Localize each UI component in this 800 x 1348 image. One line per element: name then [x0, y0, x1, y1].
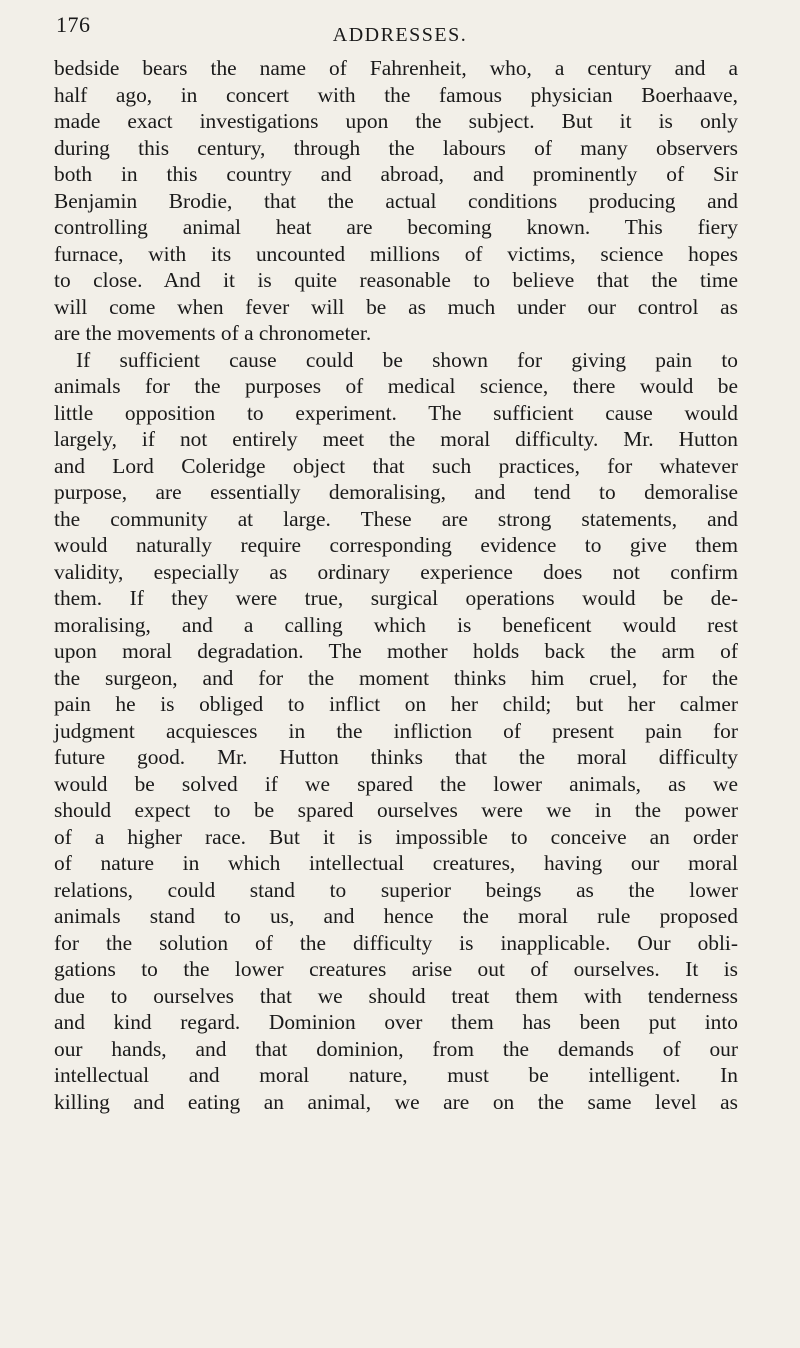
- text-line: made exact investigations upon the subject. But it is only: [54, 109, 738, 133]
- text-line: would be solved if we spared the lower animals, as we: [54, 771, 738, 796]
- text-line: the surgeon, and for the moment thinks him cruel, for the: [54, 665, 738, 690]
- page-header: [0, 12, 800, 46]
- page-number: 176: [56, 12, 91, 37]
- text-line: little opposition to experiment. The sufficient cause would: [54, 400, 738, 425]
- text-line-paragraph-start: If sufficient cause could be shown for giving pain to: [76, 347, 738, 372]
- text-line: of nature in which intellectual creatures, having our moral: [54, 851, 738, 875]
- text-line: both in this country and abroad, and prominently of Sir: [54, 162, 738, 186]
- text-line: moralising, and a calling which is beneficent would rest: [54, 612, 738, 637]
- text-line: to close. And it is quite reasonable to believe that the time: [54, 268, 738, 292]
- text-line: during this century, through the labours of many observers: [54, 135, 738, 160]
- text-line: judgment acquiesces in the infliction of present pain for: [54, 718, 738, 743]
- text-line: and Lord Coleridge object that such practices, for whatever: [54, 453, 738, 478]
- text-line: would naturally require corresponding evidence to give them: [54, 533, 738, 557]
- text-line: validity, especially as ordinary experience does not confirm: [54, 559, 738, 584]
- text-line: Benjamin Brodie, that the actual conditions producing and: [54, 188, 738, 213]
- text-line: the community at large. These are strong statements, and: [54, 506, 738, 531]
- text-line: killing and eating an animal, we are on the same level as: [54, 1089, 738, 1114]
- text-line: are the movements of a chronometer.: [54, 321, 372, 345]
- text-line: relations, could stand to superior beings as the lower: [54, 877, 738, 902]
- text-line: animals stand to us, and hence the moral rule proposed: [54, 904, 738, 928]
- text-line: pain he is obliged to inflict on her child; but her calmer: [54, 692, 738, 716]
- body-text: [54, 55, 738, 1115]
- text-line: furnace, with its uncounted millions of victims, science hopes: [54, 241, 738, 266]
- text-line: and kind regard. Dominion over them has been put into: [54, 1010, 738, 1034]
- text-line: them. If they were true, surgical operations would be de-: [54, 586, 738, 610]
- text-line: largely, if not entirely meet the moral difficulty. Mr. Hutton: [54, 427, 738, 451]
- text-line: upon moral degradation. The mother holds back the arm of: [54, 639, 738, 663]
- text-line: will come when fever will be as much under our control as: [54, 294, 738, 319]
- running-head: ADDRESSES.: [332, 24, 468, 46]
- text-line: animals for the purposes of medical science, there would be: [54, 374, 738, 398]
- text-line: controlling animal heat are becoming known. This fiery: [54, 215, 738, 239]
- text-line: our hands, and that dominion, from the demands of our: [54, 1036, 738, 1061]
- text-line: purpose, are essentially demoralising, and tend to demoralise: [54, 480, 738, 504]
- text-line: due to ourselves that we should treat them with tenderness: [54, 983, 738, 1008]
- text-line: future good. Mr. Hutton thinks that the moral difficulty: [54, 745, 738, 769]
- text-line: for the solution of the difficulty is inapplicable. Our obli-: [54, 930, 738, 955]
- text-line: gations to the lower creatures arise out of ourselves. It is: [54, 957, 738, 981]
- text-line: intellectual and moral nature, must be intelligent. In: [54, 1063, 738, 1087]
- text-line: should expect to be spared ourselves were we in the power: [54, 798, 738, 822]
- text-line: bedside bears the name of Fahrenheit, who, a century and a: [54, 56, 738, 80]
- text-line: of a higher race. But it is impossible to conceive an order: [54, 824, 738, 849]
- text-line: half ago, in concert with the famous physician Boerhaave,: [54, 82, 738, 107]
